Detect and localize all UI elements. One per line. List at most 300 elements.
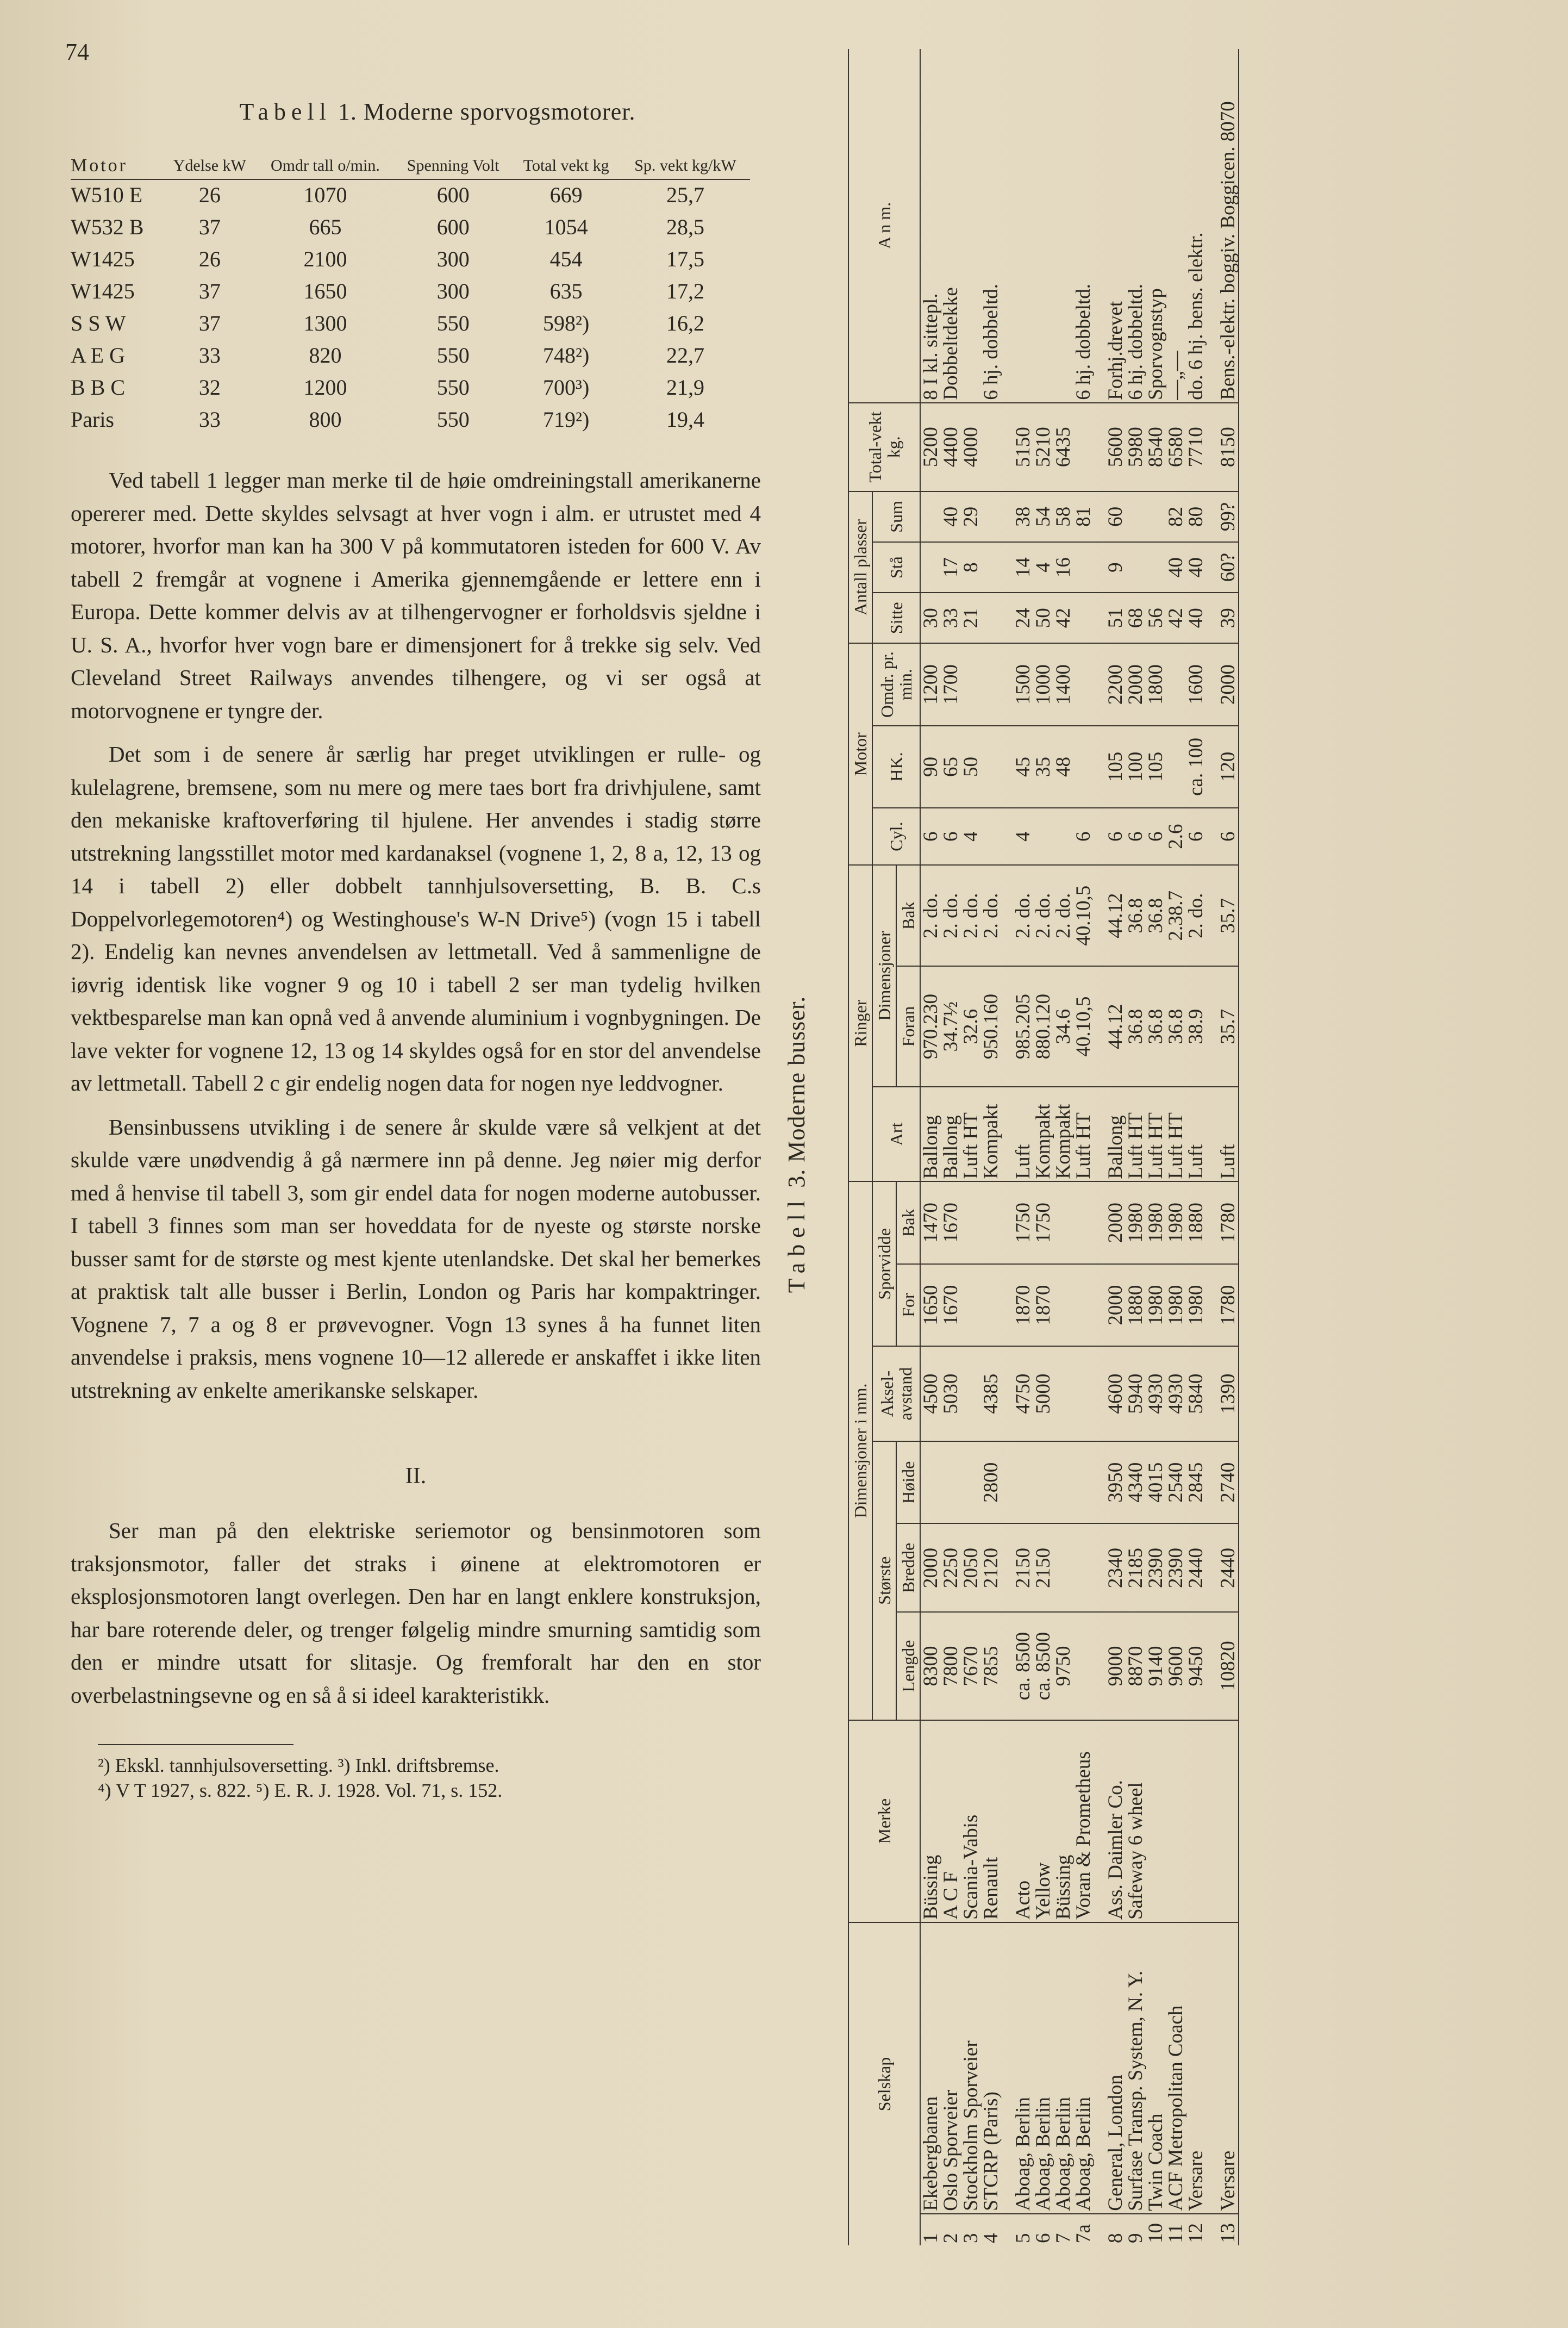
table3-cell: ca. 8500 [1013,1613,1033,1720]
table3-cell: —„— [1166,49,1186,403]
table3-cell: 1980 [1146,1181,1166,1263]
table3-cell: 80 [1186,491,1206,542]
table3-cell: 6580 [1166,403,1186,491]
table1-cell: 550 [436,375,470,400]
table1-cell: 1054 [544,215,588,239]
table3-cell [1218,1720,1239,1922]
table3-cell: 13 [1218,2214,1239,2245]
paragraph-1: Ved tabell 1 legger man merke til de høie omdreiningstall amerikanerne opererer med. Dette skyldes selvsagt at hver vogn i alm. er utrustet med 4 motorer, hvorfor man kan ha 300 V på kommutatoren isteden for 600 V. Av tabell 2 fremgår at vognene i Amerika gjennemgående er lettere enn i Europa. Dette kommer delvis av at tilhengervogner er forholdsvis sjeldne i U. S. A., hvorfor hver vogn bare er dimensjonert for å trekke sig selv. Ved Cleveland Street Railways anvendes tilhengere, og vi ser også at motorvognene er tyngre der. [71,468,761,723]
table1-cell: 550 [436,343,470,368]
spacer-cell [1206,1181,1218,1263]
table3-cell: 7670 [961,1613,981,1720]
table3-cell: 2. do. [1033,865,1053,966]
table3-cell: Versare [1218,1922,1239,2214]
table3-cell [1073,1346,1094,1441]
table3-cell: 1600 [1186,643,1206,725]
table-row [1166,49,1186,2245]
table3-cell: 2440 [1186,1523,1206,1612]
table3-cell: 14 [1013,542,1033,593]
footnote-2: ⁴) V T 1927, s. 822. ⁵) E. R. J. 1928. Vol. 71, s. 152. [98,1779,503,1801]
table3-cell: 5030 [941,1346,961,1441]
table3-cell: 10820 [1218,1613,1239,1720]
th-merke: Merke [848,1720,920,1922]
spacer-cell [1206,491,1218,542]
table3-cell [981,808,1001,865]
table3-cell [981,491,1001,542]
th-cyl: Cyl. [872,808,920,865]
table1-cell: 635 [549,279,583,303]
table3-cell: Kompakt [981,1087,1001,1182]
spacer-cell [1094,808,1105,865]
table3-cell: Ballong [941,1087,961,1182]
table3-cell: 120 [1218,726,1239,808]
table3-cell [981,1181,1001,1263]
table3-cell: 1880 [1186,1181,1206,1263]
table3-cell: 880.120 [1033,966,1053,1086]
table3-cell: 1700 [941,643,961,725]
spacer-cell [1094,966,1105,1086]
spacer-cell [1094,542,1105,593]
table3-cell: 1980 [1186,1264,1206,1346]
table-row [1218,49,1239,2245]
table3-cell: ca. 8500 [1033,1613,1053,1720]
table3-cell: 1750 [1013,1181,1033,1263]
table3-cell [1146,542,1166,593]
table3-cell: Ass. Daimler Co. [1105,1720,1126,1922]
table3-cell: 6 [1146,808,1166,865]
spacer-cell [1094,1922,1105,2214]
table3-cell [1073,1181,1094,1263]
table1-cell: W532 B [71,215,144,239]
table1-header-cell: Spenning Volt [395,157,512,179]
table3-cell: 1750 [1033,1181,1053,1263]
table3-cell: 6 [1186,808,1206,865]
table3-cell [1073,643,1094,725]
table3-cell: 99? [1218,491,1239,542]
table3-cell [1053,49,1073,403]
table3-cell [920,542,941,593]
table3-cell: 2000 [1105,1181,1126,1263]
spacer-cell [1094,1613,1105,1720]
table3-cell: Kompakt [1033,1087,1053,1182]
table3-cell: 2. do. [941,865,961,966]
table1-cell: 25,7 [666,183,704,207]
table3-cell: 12 [1185,2223,1207,2243]
table3-cell [1053,1264,1073,1346]
spacer-cell [1206,1720,1218,1922]
table3-cell: 60 [1105,491,1126,542]
table3-cell: 2. do. [1013,865,1033,966]
table3-cell: 40 [1186,542,1206,593]
th-omdr: Omdr. pr. min. [872,643,920,725]
table3-cell: 24 [1013,593,1033,643]
table3-cell: 48 [1053,726,1073,808]
table3-cell: 1200 [920,643,941,725]
table3-cell: 5600 [1105,403,1126,491]
table3-cell: 1980 [1126,1181,1146,1263]
th-ringer: Ringer [848,865,872,1181]
th-bredde: Bredde [896,1523,920,1612]
table1-cell: 550 [436,407,470,432]
table-row [71,340,750,372]
table1-cell: 800 [309,407,342,432]
table3-cell: 1500 [1013,643,1033,725]
table3-cell: Surfase Transp. System, N. Y. [1126,1922,1146,2214]
table3-cell: 11 [1165,2224,1187,2243]
th-for: For [896,1264,920,1346]
paragraph-3: Bensinbussens utvikling i de senere år skulde være så velkjent at det skulde være unødvendig å gå nærmere inn på denne. Jeg nøier mig derfor med å henvise til tabell 3, som gir endel data for nogen moderne autobusser. I tabell 3 finnes som man ser hoveddata for de nyeste og største norske busser samt for de største og mest kjente utenlandske. Det skal her bemerkes at praktisk talt alle busser i Berlin, London og Paris har kompaktringer. Vognene 7, 7 a og 8 er prøvevogner. Vogn 13 synes å ha funnet liten anvendelse i praksis, mens vognene 10—12 allerede er anskaffet i ikke liten utstrekning av enkelte amerikanske selskaper. [71,1114,761,1403]
table3-cell: 16 [1053,542,1073,593]
table3-cell: 2440 [1218,1523,1239,1612]
table3-cell [1073,1523,1094,1612]
table3-cell: 1670 [941,1264,961,1346]
table3-cell: 1400 [1053,643,1073,725]
table3-cell: A C F [941,1720,961,1922]
paragraph-4: Ser man på den elektriske seriemotor og bensinmotoren som traksjonsmotor, faller det straks i øinene at elektromotoren er eksplosjonsmotoren langt overlegen. Den har en langt enklere konstruksjon, har bare roterende deler, og trenger følgelig mindre smurning samtidig som den er mindre utsatt for slitasje. Og fremforalt har den en stor overbelastningsevne og en så å si ideel karakteristikk. [71,1518,761,1708]
table3-cell: 36.8 [1126,865,1146,966]
table3-cell: 51 [1105,593,1126,643]
table1-cell: 21,9 [666,375,704,400]
table3-cell [981,726,1001,808]
table3-cell: 9 [1125,2233,1147,2243]
table1-cell: 37 [198,279,221,303]
spacer-cell [1094,403,1105,491]
table1-cell: 1070 [303,183,347,207]
paragraph-2: Det som i de senere år særlig har preget utviklingen er rulle- og kulelagrene, bremsene, som nu mere og mere taes bort fra drivhjulene, samt den mekaniske kraftoverføring til hjulene. Her anvendes i stadig større utstrekning langsstillet motor med kardanaksel (vognene 1, 2, 8 a, 12, 13 og 14 i tabell 2) eller dobbelt tannhjulsoversetting, B. B. C.s Doppelvorlegemotoren⁴) og Westinghouse's W-N Drive⁵) (vogn 15 i tabell 2). Endelig kan nevnes anvendelsen av lettmetall. Ved å sammenligne de iøvrig identisk like vogner 9 og 10 i tabell 2 ser man tydelig hvilken vektbesparelse man kan opnå ved å anvende aluminium i vognbygningen. De lave vekter for vognene 12, 13 og 14 skyldes også for en stor del anvendelse av lettmetall. Tabell 2 c gir endelig nogen data for nogen nye leddvogner. [71,742,761,1095]
table3-cell: 2390 [1146,1523,1166,1612]
table3-cell [1033,808,1053,865]
table3-cell: 36.8 [1146,865,1166,966]
th-art: Art [872,1087,920,1182]
spacer-cell [1001,491,1013,542]
table3-cell: 2540 [1166,1441,1186,1523]
table1-cell: 2100 [303,247,347,271]
table3-cell: Luft [1186,1087,1206,1182]
th-storste: Største [872,1441,896,1720]
table3-cell: 2. do. [920,865,941,966]
table3-cell: 8150 [1218,403,1239,491]
table3-cell: 5150 [1013,403,1033,491]
table3-cell [1166,643,1186,725]
table3-cell [961,1441,981,1523]
table1-cell: 17,2 [666,279,704,303]
spacer-cell [1094,1523,1105,1612]
table3-cell [1126,491,1146,542]
table3-cell: 4385 [981,1346,1001,1441]
th-hk: HK. [872,726,920,808]
spacer-cell [1001,1346,1013,1441]
spacer-cell [1094,1720,1105,1922]
table3-cell: 32.6 [961,966,981,1086]
table3-cell: 40.10,5 [1073,966,1094,1086]
spacer-cell [1094,1346,1105,1441]
table3-cell: 2000 [1126,643,1146,725]
table1-cell: 17,5 [666,247,704,271]
spacer-cell [1206,542,1218,593]
spacer-cell [1094,49,1105,403]
table1-cell: 37 [198,215,221,239]
th-aksel: Aksel-avstand [872,1346,920,1441]
table3-cell: 54 [1033,491,1053,542]
table3-cell [981,593,1001,643]
table3-cell [1053,808,1073,865]
table3-cell: 42 [1053,593,1073,643]
left-column [71,98,761,1803]
spacer-cell [1094,865,1105,966]
table1-cell: 600 [436,215,470,239]
table3-cell: Luft HT [1146,1087,1166,1182]
table1-cell: A E G [71,343,125,368]
table1-cell: 600 [436,183,470,207]
th-foran: Foran [896,966,920,1086]
table1-cell: 748²) [543,343,590,368]
table3-cell: 50 [961,726,981,808]
table1-cell: 598²) [543,311,590,335]
table3-cell: 1000 [1033,643,1053,725]
th-ring-bak: Bak [896,865,920,966]
spacer-cell [1206,726,1218,808]
table3-cell: 6 hj. dobbeltd. [1073,49,1094,403]
table3-cell: 4600 [1105,1346,1126,1441]
table-row [71,244,750,276]
spacer-cell [1206,1613,1218,1720]
table3-cell [1053,1346,1073,1441]
table3-cell: 8 [1104,2233,1127,2243]
table1-caption-word: Tabell [239,98,332,125]
spacer-cell [1001,1087,1013,1182]
spacer-cell [1206,643,1218,725]
table1-cell: 19,4 [666,407,704,432]
spacer-cell [1206,1346,1218,1441]
table3-cell [1053,1523,1073,1612]
table3-cell: 9450 [1186,1613,1206,1720]
spacer-cell [1094,643,1105,725]
th-hoide: Høide [896,1441,920,1523]
table3-cell: 4 [980,2233,1002,2243]
spacer-cell [1001,865,1013,966]
table1-cell: 26 [198,183,221,207]
table3-cell: 950.160 [981,966,1001,1086]
table3-cell: 2200 [1105,643,1126,725]
spacer-cell [1001,726,1013,808]
table3-cell [961,1181,981,1263]
table1-cell: 33 [198,343,221,368]
table3-cell: Acto [1013,1720,1033,1922]
spacer-cell [1001,49,1013,403]
table3-cell [1073,726,1094,808]
table3-cell [941,1441,961,1523]
table-row [71,372,750,404]
spacer-cell [1206,2214,1218,2245]
th-motor: Motor [848,643,872,865]
table3-cell [961,643,981,725]
table3-cell: 7 [1052,2233,1075,2243]
table1-cell: 22,7 [666,343,704,368]
table3-cell: 1980 [1146,1264,1166,1346]
table3-cell: 6435 [1053,403,1073,491]
table3-cell: 90 [920,726,941,808]
table-row [1033,49,1053,2245]
body-text [71,464,761,1406]
table3-cell: 17 [941,542,961,593]
table3-cell: 2.6 [1166,808,1186,865]
table3-cell: 4 [961,808,981,865]
table3-cell: 5940 [1126,1346,1146,1441]
table3-cell: 105 [1105,726,1126,808]
table3-cell: 2120 [981,1523,1001,1612]
table3-cell: Oslo Sporveier [941,1922,961,2214]
table3-cell: 38 [1013,491,1033,542]
table3-cell: 9000 [1105,1613,1126,1720]
table3-cell: 6 [941,808,961,865]
table3-cell: Sporvognstyp [1146,49,1166,403]
table1-cell: 820 [309,343,342,368]
table3-cell: 1800 [1146,643,1166,725]
table3-cell [1033,49,1053,403]
table-row [961,49,981,2245]
table3-cell: 40 [1186,593,1206,643]
table3-cell: Büssing [1053,1720,1073,1922]
table3-cell: 2250 [941,1523,961,1612]
spacer-cell [1001,403,1013,491]
table3-cell: 1870 [1013,1264,1033,1346]
spacer-cell [1094,1087,1105,1182]
table3-cell: 1 [920,2233,942,2243]
spacer-cell [1094,593,1105,643]
table-row [71,308,750,340]
table3-cell: 34.7½ [941,966,961,1086]
footnote-divider [98,1744,293,1745]
table-row-spacer [1206,49,1218,2245]
table3-cell: 1670 [941,1181,961,1263]
table3-cell: 8 [961,542,981,593]
table3-cell: 4750 [1013,1346,1033,1441]
table3-cell: 4015 [1146,1441,1166,1523]
th-vekt: Total-vekt kg. [848,403,920,491]
table3-cell [1146,1720,1166,1922]
spacer-cell [1206,593,1218,643]
spacer-cell [1001,1523,1013,1612]
table3-cell: 2150 [1033,1523,1053,1612]
table1-cell: B B C [71,375,126,400]
table-row [71,179,750,212]
table3-cell: 6 [920,808,941,865]
table3-cell: Aboag, Berlin [1053,1922,1073,2214]
table3-cell: 4930 [1146,1346,1166,1441]
table3-cell: Luft HT [1073,1087,1094,1182]
table-row [1053,49,1073,2245]
table3-cell: 2000 [920,1523,941,1612]
table3-cell: Renault [981,1720,1001,1922]
table3-cell: STCRP (Paris) [981,1922,1001,2214]
table3-cell: 2 [940,2233,962,2243]
table3-cell: Stockholm Sporveier [961,1922,981,2214]
table3-cell: 4340 [1126,1441,1146,1523]
table3-cell: 7800 [941,1613,961,1720]
table3-cell: Twin Coach [1146,1922,1166,2214]
table3-cell: 2340 [1105,1523,1126,1612]
table3-cell: 9750 [1053,1613,1073,1720]
spacer-cell [1206,865,1218,966]
table3-cell [1073,593,1094,643]
table3-caption-word: Tabell [783,1194,810,1293]
table1-cell: 16,2 [666,311,704,335]
spacer-cell [1001,643,1013,725]
spacer-cell [1094,1264,1105,1346]
table3-cell: 9600 [1166,1613,1186,1720]
th-plasser: Antall plasser [848,491,872,644]
table3-cell [981,643,1001,725]
table3-cell [961,1346,981,1441]
table3-cell: 82 [1166,491,1186,542]
table3-cell: 40 [941,491,961,542]
table1-cell: W1425 [71,279,135,303]
table-row [981,49,1001,2245]
table3-cell: 5 [1012,2233,1034,2243]
table3-cell: 4 [1013,808,1033,865]
table3-cell: 1650 [920,1264,941,1346]
spacer-cell [1206,1922,1218,2214]
table3-cell: 2000 [1105,1264,1126,1346]
table3-cell [1073,403,1094,491]
table3-cell: 7855 [981,1613,1001,1720]
table3-cell: 33 [941,593,961,643]
table3-cell: 30 [920,593,941,643]
table1-cell: 454 [549,247,583,271]
table3-rotated [783,43,1500,2245]
table3-cell: 1870 [1033,1264,1053,1346]
table3-cell: 5000 [1033,1346,1053,1441]
table1-cell: 1300 [303,311,347,335]
table3-cell: 44.12 [1105,865,1126,966]
table3-cell: 1390 [1218,1346,1239,1441]
th-bak: Bak [896,1181,920,1263]
table3-cell: Versare [1186,1922,1206,2214]
table1-cell: 300 [436,279,470,303]
spacer-cell [1206,1441,1218,1523]
table1-cell: S S W [71,311,126,335]
table1-cell: 1650 [303,279,347,303]
table3-cell: 4500 [920,1346,941,1441]
spacer-cell [1001,1922,1013,2214]
table3-cell [1073,1264,1094,1346]
table3-cell: 2000 [1218,643,1239,725]
table1 [71,157,750,437]
table3-cell: Kompakt [1053,1087,1073,1182]
table3-cell: 100 [1126,726,1146,808]
table3-cell: Safeway 6 wheel [1126,1720,1146,1922]
table3-cell: 50 [1033,593,1053,643]
spacer-cell [1001,2214,1013,2245]
table3-cell: 6 [1073,808,1094,865]
table3-cell [1013,49,1033,403]
table1-cell: 669 [549,183,583,207]
page-number: 74 [65,39,89,65]
table-row-spacer [1094,49,1105,2245]
table3-cell [981,1264,1001,1346]
table3-cell: 35.7 [1218,966,1239,1086]
table3-cell: 38.9 [1186,966,1206,1086]
table1-cell: 32 [198,375,221,400]
table3-cell: 4400 [941,403,961,491]
table3-cell: ca. 100 [1186,726,1206,808]
spacer-cell [1094,1181,1105,1263]
table3-cell [1033,1441,1053,1523]
th-selskap: Selskap [848,1922,920,2245]
table3-cell: 40.10,5 [1073,865,1094,966]
table-row [1105,49,1126,2245]
table3-cell [1166,726,1186,808]
